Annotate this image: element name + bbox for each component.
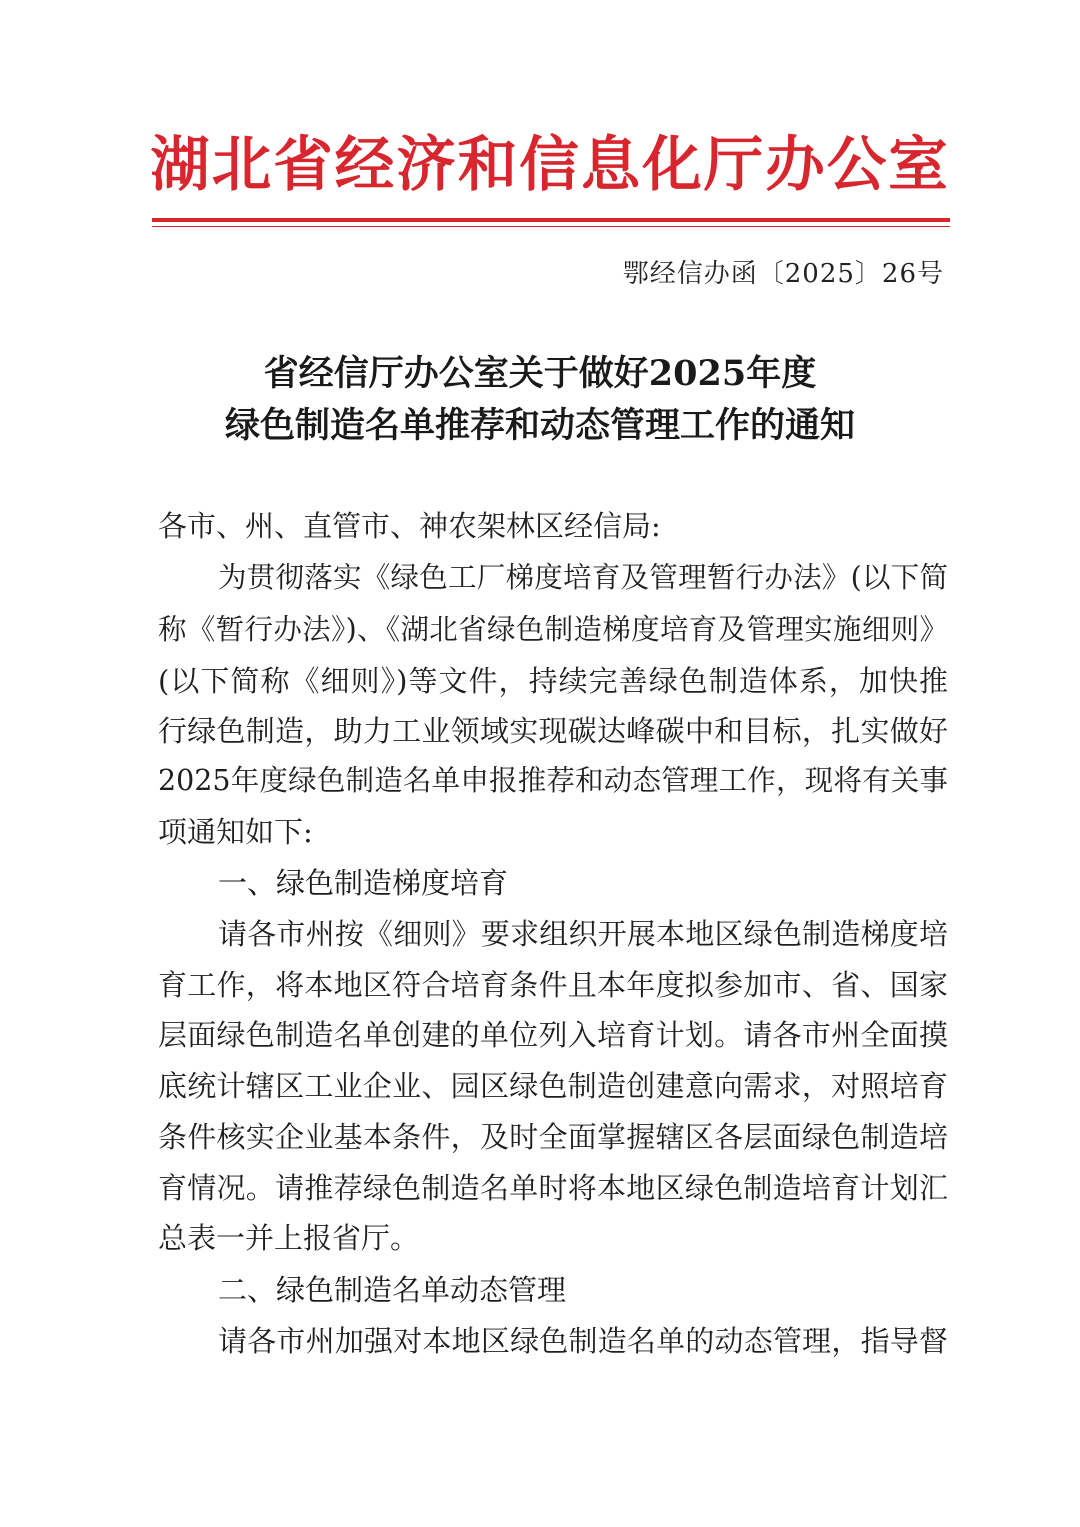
section1-line: 请各市州按《细则》要求组织开展本地区绿色制造梯度培 bbox=[218, 917, 948, 951]
document-title-line-1: 省经信厅办公室关于做好2025年度 bbox=[263, 353, 817, 394]
letterhead-org-name: 湖北省经济和信息化厅办公室 bbox=[150, 130, 950, 200]
document-title-line-2: 绿色制造名单推荐和动态管理工作的通知 bbox=[224, 405, 855, 446]
intro-line: 项通知如下: bbox=[158, 815, 313, 849]
document-number: 鄂经信办函〔2025〕26号 bbox=[622, 259, 944, 289]
letterhead-red-rule-thin bbox=[152, 226, 950, 227]
section1-line: 育情况。请推荐绿色制造名单时将本地区绿色制造培育计划汇 bbox=[158, 1171, 948, 1205]
section1-line: 条件核实企业基本条件，及时全面掌握辖区各层面绿色制造培 bbox=[158, 1120, 948, 1154]
intro-line: 2025年度绿色制造名单申报推荐和动态管理工作，现将有关事 bbox=[158, 764, 948, 797]
section-heading-2: 二、绿色制造名单动态管理 bbox=[218, 1273, 567, 1307]
intro-line: (以下简称《细则》)等文件，持续完善绿色制造体系，加快推 bbox=[158, 664, 948, 698]
section1-line: 总表一并上报省厅。 bbox=[158, 1221, 420, 1255]
section2-line: 请各市州加强对本地区绿色制造名单的动态管理，指导督 bbox=[218, 1324, 948, 1358]
salutation: 各市、州、直管市、神农架林区经信局: bbox=[158, 509, 661, 543]
section1-line: 底统计辖区工业企业、园区绿色制造创建意向需求，对照培育 bbox=[158, 1069, 948, 1103]
intro-line: 称《暂行办法》)、《湖北省绿色制造梯度培育及管理实施细则》 bbox=[158, 613, 948, 646]
intro-line: 行绿色制造，助力工业领域实现碳达峰碳中和目标，扎实做好 bbox=[158, 714, 948, 748]
section1-line: 育工作，将本地区符合培育条件且本年度拟参加市、省、国家 bbox=[158, 968, 948, 1002]
letterhead-red-rule bbox=[152, 218, 950, 222]
section1-line: 层面绿色制造名单创建的单位列入培育计划。请各市州全面摸 bbox=[158, 1018, 948, 1052]
section-heading-1: 一、绿色制造梯度培育 bbox=[218, 866, 509, 900]
intro-line: 为贯彻落实《绿色工厂梯度培育及管理暂行办法》(以下简 bbox=[218, 561, 948, 594]
